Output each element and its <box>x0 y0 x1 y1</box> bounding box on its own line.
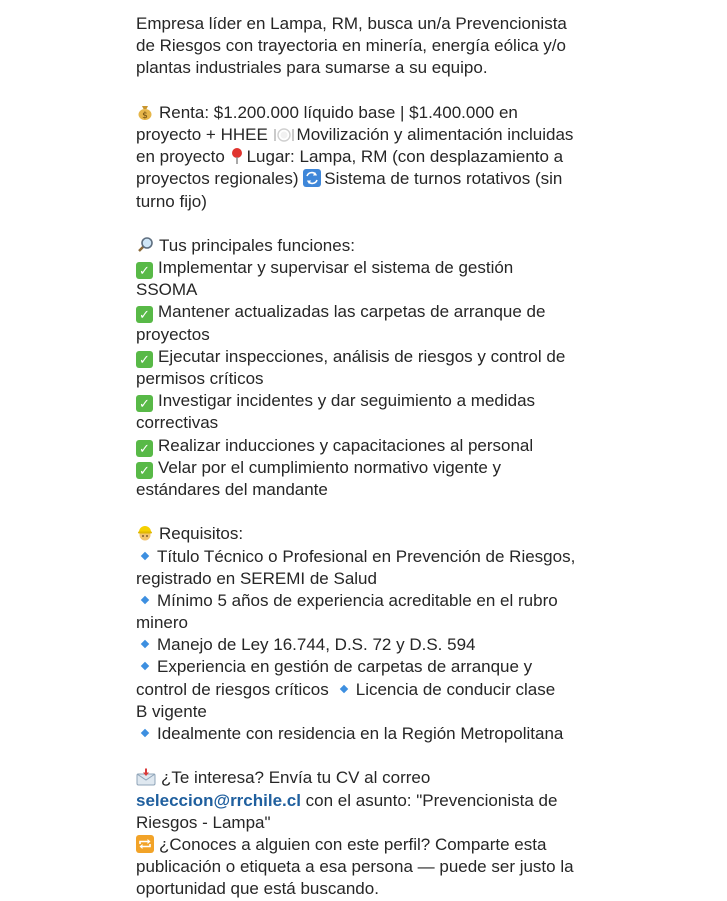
blue-diamond-icon <box>141 551 149 559</box>
requirement-text: Licencia de conducir clase <box>355 679 556 699</box>
check-mark-icon: ✓ <box>136 462 153 479</box>
requirement-text: Mínimo 5 años de experiencia acreditable en el rubro <box>157 590 558 610</box>
function-text: Velar por el cumplimiento normativo vigente y <box>158 457 501 477</box>
requirement-line-3 <box>136 590 696 612</box>
requirement-line-7 <box>136 679 696 701</box>
check-mark-icon: ✓ <box>136 351 153 368</box>
details-text-4b: Sistema de turnos rotativos (sin <box>324 169 563 189</box>
requirement-line-6 <box>136 656 696 678</box>
details-text-3b: Lugar: Lampa, RM (con desplazamiento a <box>246 147 564 167</box>
contact-line-4 <box>136 834 696 856</box>
function-item-6 <box>136 457 696 479</box>
contact-line-6: oportunidad que está buscando. <box>136 879 379 899</box>
contact-line-5: publicación o etiqueta a esa persona — puede ser justo la <box>136 857 574 877</box>
intro-line-1: Empresa líder en Lampa, RM, busca un/a Prevencionista <box>136 14 567 33</box>
intro-line-2: de Riesgos con trayectoria en minería, energía eólica y/o <box>136 36 566 56</box>
requirement-line-9 <box>136 723 696 745</box>
renta-text: Renta: $1.200.000 líquido base | $1.400.000 en <box>159 102 518 122</box>
blue-diamond-icon <box>141 596 149 604</box>
check-mark-icon: ✓ <box>136 395 153 412</box>
function-item-4-cont: correctivas <box>136 413 219 433</box>
check-mark-icon: ✓ <box>136 306 153 323</box>
details-text-2b: Movilización y alimentación incluidas <box>296 124 574 144</box>
details-line-2 <box>136 124 696 146</box>
details-text-2a: proyecto + HHEE <box>136 124 268 144</box>
function-text: Implementar y supervisar el sistema de gestión <box>158 258 514 278</box>
function-text: Mantener actualizadas las carpetas de arranque de <box>158 302 546 322</box>
details-line-3 <box>136 146 696 168</box>
function-item-5 <box>136 435 696 457</box>
requirements-heading-text: Requisitos: <box>159 524 244 544</box>
svg-text:$: $ <box>142 110 148 121</box>
function-item-1 <box>136 257 696 279</box>
spacer <box>136 501 696 523</box>
requirement-text: Idealmente con residencia en la Región Metropolitana <box>157 724 564 743</box>
function-item-2-cont: proyectos <box>136 324 210 344</box>
blue-diamond-icon <box>141 662 149 670</box>
contact-text: ¿Te interesa? Envía tu CV al correo <box>161 768 431 788</box>
function-item-2 <box>136 301 696 323</box>
check-mark-icon: ✓ <box>136 440 153 457</box>
spacer <box>136 80 696 102</box>
requirement-line-1 <box>136 546 696 568</box>
spacer <box>136 745 696 767</box>
requirement-line-5 <box>136 634 696 656</box>
function-item-4 <box>136 390 696 412</box>
renta-line <box>136 102 696 124</box>
function-text: Investigar incidentes y dar seguimiento a medidas <box>158 391 536 411</box>
contact-text: ¿Conoces a alguien con este perfil? Comparte esta <box>159 834 547 854</box>
details-line-4 <box>136 168 696 190</box>
requirement-text: Título Técnico o Profesional en Prevención de Riesgos, <box>157 546 576 566</box>
inbox-tray-icon <box>136 768 156 792</box>
requirement-line-2: registrado en SEREMI de Salud <box>136 568 377 588</box>
blue-diamond-icon <box>141 640 149 648</box>
function-text: Ejecutar inspecciones, análisis de riesgos y control de <box>158 346 566 366</box>
email-link[interactable]: seleccion@rrchile.cl <box>136 790 301 810</box>
construction-worker-icon <box>136 524 154 548</box>
contact-text: con el asunto: "Prevencionista de <box>305 790 558 810</box>
details-line-5: turno fijo) <box>136 191 207 211</box>
contact-line-1 <box>136 767 696 789</box>
details-text-4a: proyectos regionales) <box>136 169 299 189</box>
details-text-3a: en proyecto <box>136 147 225 167</box>
requirement-text: Manejo de Ley 16.744, D.S. 72 y D.S. 594 <box>157 635 476 655</box>
function-item-1-cont: SSOMA <box>136 280 198 300</box>
function-text: Realizar inducciones y capacitaciones al personal <box>158 435 534 455</box>
requirement-line-4: minero <box>136 613 188 633</box>
contact-line-2 <box>136 790 696 812</box>
contact-line-3: Riesgos - Lampa" <box>136 812 271 832</box>
functions-heading-text: Tus principales funciones: <box>159 235 355 255</box>
check-mark-icon: ✓ <box>136 262 153 279</box>
rotate-arrows-icon <box>303 169 321 193</box>
function-item-3 <box>136 346 696 368</box>
spacer <box>136 213 696 235</box>
function-item-3-cont: permisos críticos <box>136 369 264 388</box>
requirement-line-8: B vigente <box>136 701 207 721</box>
blue-diamond-icon <box>340 684 348 692</box>
intro-line-3: plantas industriales para sumarse a su equipo. <box>136 58 488 78</box>
blue-diamond-icon <box>141 729 149 737</box>
requirements-heading <box>136 523 696 545</box>
function-item-6-cont: estándares del mandante <box>136 479 328 499</box>
requirement-text: control de riesgos críticos <box>136 679 329 699</box>
requirement-text: Experiencia en gestión de carpetas de arranque y <box>157 657 533 677</box>
functions-heading <box>136 235 696 257</box>
job-post <box>136 13 696 901</box>
